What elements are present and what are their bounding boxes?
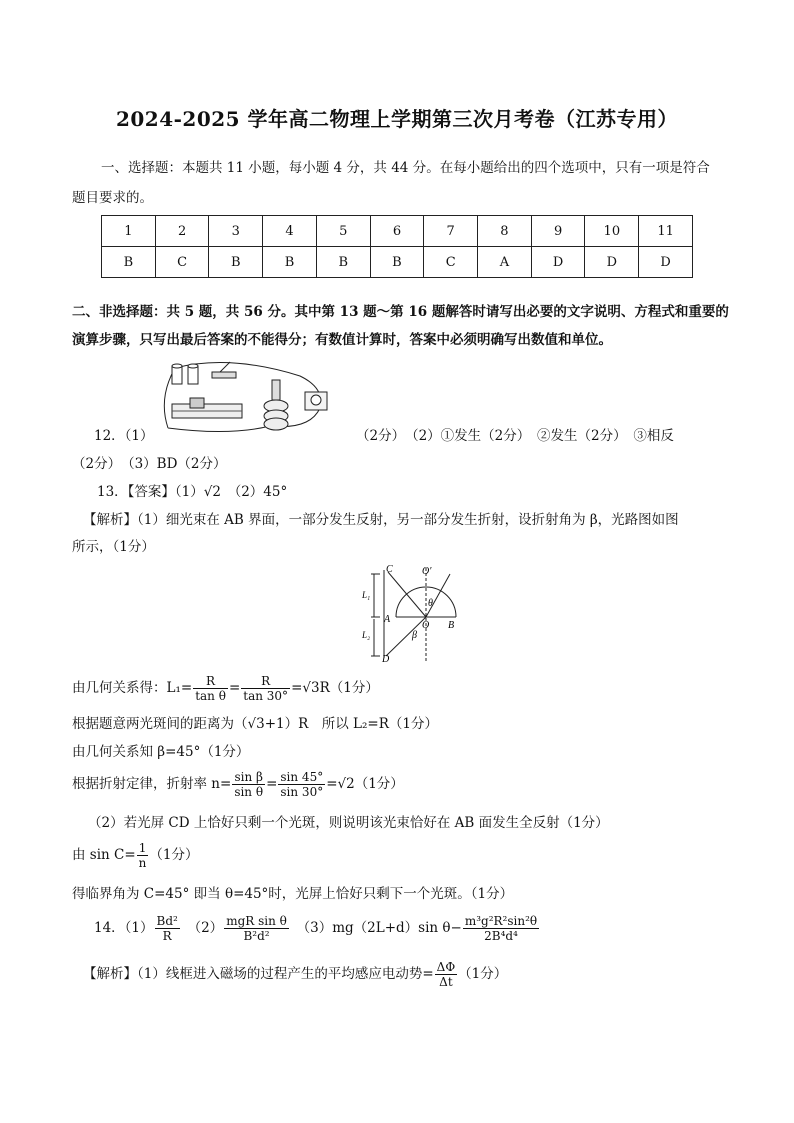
label-beta: β — [412, 630, 417, 641]
fraction — [278, 770, 325, 799]
optics-diagram — [356, 562, 476, 666]
q13-eq6 — [72, 841, 199, 870]
q13-eq7: 得临界角为 C=45° 即当 θ=45°时，光屏上恰好只剩下一个光斑。（1分） — [72, 886, 514, 902]
answer-cell: C — [155, 247, 209, 278]
denominator: n — [138, 856, 147, 870]
answer-cell: B — [316, 247, 370, 278]
question-number: 11 — [639, 216, 693, 247]
eq-text: 由 sin C= — [72, 847, 136, 863]
question-number: 10 — [585, 216, 639, 247]
q12-part1: 12．（1） — [94, 428, 154, 444]
denominator: B²d² — [243, 929, 270, 943]
denominator: sin 30° — [280, 785, 324, 799]
eq-text: 14．（1） — [94, 920, 154, 936]
q14-analysis: 【解析】（1）线框进入磁场的过程产生的平均感应电动势= $\frac{\Delta\Phi}{\Delta t}$ （1分） — [83, 960, 508, 989]
numerator: mgR sin θ — [226, 914, 287, 928]
numerator: R — [193, 674, 228, 689]
label-O-prime: O′ — [422, 566, 432, 577]
answer-cell: C — [424, 247, 478, 278]
fraction — [435, 960, 458, 989]
q13-analysis-line1: 【解析】（1）细光束在 AB 界面，一部分发生反射，另一部分发生折射，设折射角为 β，光路图如图 — [83, 512, 679, 528]
eq-text: 根据折射定律，折射率 n= — [72, 776, 232, 792]
question-number: 4 — [263, 216, 317, 247]
q12-line2: （2分） （3）BD（2分） — [72, 456, 227, 472]
q13-eq2: 根据题意两光斑间的距离为（√3+1）R 所以 L₂=R（1分） — [72, 716, 438, 732]
apparatus-illustration — [150, 358, 340, 438]
question-number: 9 — [531, 216, 585, 247]
answer-cell: B — [209, 247, 263, 278]
q14-answers — [94, 914, 540, 943]
fraction — [155, 914, 180, 943]
question-number: 3 — [209, 216, 263, 247]
label-A: A — [384, 614, 391, 625]
q13-eq1: 由几何关系得：L₁= $\frac{R}{\text{tan θ}}$ = $\frac{R}{\tan 30^\circ}$ =√3R（1分） — [72, 674, 379, 703]
section2-intro-line2: 演算步骤，只写出最后答案的不能得分；有数值计算时，答案中必须明确写出数值和单位。 — [72, 332, 612, 348]
question-number: 1 — [102, 216, 156, 247]
fraction — [241, 674, 290, 703]
answer-table — [101, 215, 693, 278]
q13-analysis-line2: 所示，（1分） — [72, 539, 155, 555]
eq-text: 由几何关系得：L₁= — [72, 680, 193, 696]
numerator: sin 45° — [280, 770, 324, 784]
denominator: tan θ — [195, 689, 226, 703]
fraction — [193, 674, 228, 703]
label-O: O — [422, 620, 430, 631]
fraction — [232, 770, 265, 799]
eq-text: （3）mg（2L+d）sin θ− — [303, 920, 462, 936]
eq-text: （1分） — [149, 847, 199, 863]
q13-eq4: 根据折射定律，折射率 n= $\frac{\text{sin β}}{\text{sin θ}}$ = $\frac{\sin 45^\circ}{\sin 30^\circ}$ =√2（1分） — [72, 770, 404, 799]
numerator: 1 — [137, 841, 149, 856]
q13-eq5: （2）若光屏 CD 上恰好只剩一个光斑，则说明该光束恰好在 AB 面发生全反射（1分） — [88, 815, 609, 831]
q13-eq3: 由几何关系知 β=45°（1分） — [72, 744, 250, 760]
answer-cell: D — [531, 247, 585, 278]
fraction — [137, 841, 149, 870]
section1-intro-line2: 题目要求的。 — [72, 190, 153, 206]
fraction — [463, 914, 539, 943]
answer-cell: A — [478, 247, 532, 278]
q12-part2: （2分） （2）①发生（2分） ②发生（2分） ③相反 — [356, 428, 674, 444]
section1-intro-line1: 一、选择题：本题共 11 小题，每小题 4 分，共 44 分。在每小题给出的四个选项中，只有一项是符合 — [101, 160, 710, 176]
numerator: m³g²R²sin²θ — [464, 914, 538, 928]
denominator: R — [162, 929, 172, 943]
answer-table-answer-row — [102, 247, 693, 278]
question-number: 5 — [316, 216, 370, 247]
question-number: 6 — [370, 216, 424, 247]
denominator: sin θ — [234, 785, 264, 799]
question-number: 7 — [424, 216, 478, 247]
numerator: sin β — [232, 770, 265, 785]
label-L1: L₁ — [362, 590, 371, 600]
label-D: D — [382, 654, 390, 665]
denominator: tan 30° — [243, 689, 289, 703]
question-number: 2 — [155, 216, 209, 247]
eq-text: =√3R（1分） — [291, 680, 379, 696]
numerator: ΔΦ — [436, 960, 456, 974]
eq-text: 【解析】（1）线框进入磁场的过程产生的平均感应电动势 — [83, 966, 423, 982]
denominator: 2B⁴d⁴ — [484, 929, 518, 943]
section2-intro-line1: 二、非选择题：共 5 题，共 56 分。其中第 13 题～第 16 题解答时请写出必要的文字说明、方程式和重要的 — [72, 304, 729, 320]
numerator: R — [241, 674, 290, 689]
answer-cell: B — [263, 247, 317, 278]
answer-cell: B — [102, 247, 156, 278]
answer-table-number-row — [102, 216, 693, 247]
label-theta: θ — [428, 598, 433, 609]
answer-cell: D — [585, 247, 639, 278]
answer-cell: B — [370, 247, 424, 278]
label-C: C — [386, 564, 393, 575]
numerator: Bd² — [156, 914, 178, 928]
q13-answer: 13．【答案】（1）√2 （2）45° — [97, 484, 288, 500]
question-number: 8 — [478, 216, 532, 247]
answer-cell: D — [639, 247, 693, 278]
denominator: Δt — [439, 975, 453, 989]
page-title: 2024-2025 学年高二物理上学期第三次月考卷（江苏专用） — [115, 107, 679, 131]
eq-text: =√2（1分） — [326, 776, 404, 792]
label-L2: L₂ — [362, 630, 371, 640]
eq-text: （1分） — [458, 966, 508, 982]
fraction — [224, 914, 289, 943]
label-B: B — [448, 620, 455, 631]
eq-text: （2） — [194, 920, 224, 936]
